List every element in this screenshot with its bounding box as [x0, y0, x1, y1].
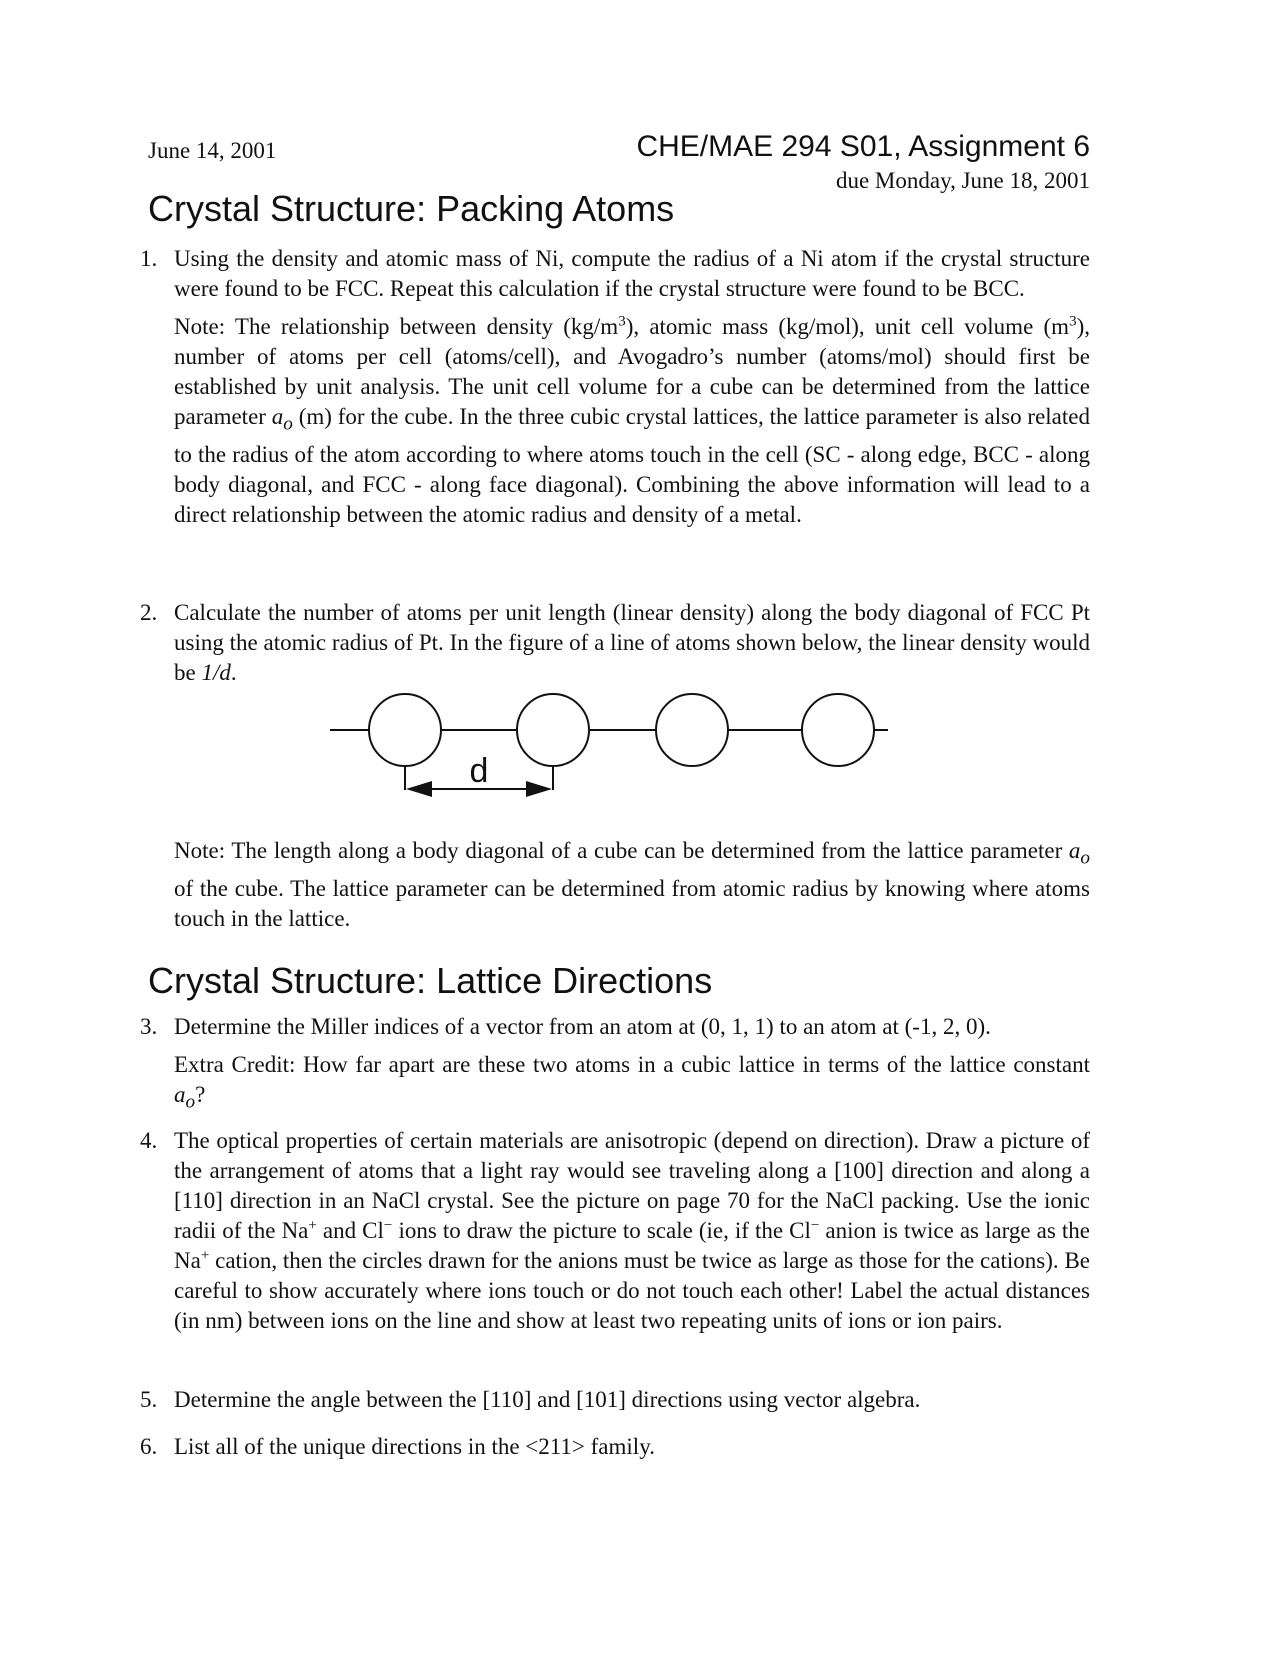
- question-5: [140, 1385, 1090, 1415]
- lattice-parameter-symbol: $a_o$: [271, 404, 293, 435]
- question-note: Note: The relationship between density $(kg/m^3)$, atomic mass (kg/mol), unit cell volume $(m^3)$, number of atoms per cell (atoms/cell), and Avogadro’s number (atoms/mol) should first be established by unit analysis. The unit cell volume for a cube can be determined from the lattice parameter $a_o$ (m) for the cube. In the three cubic crystal lattices, the lattice parameter is also related to the radius of the atom according to where atoms touch in the cell (SC - along edge, BCC - along body diagonal, and FCC - along face diagonal). Combining the above information will lead to a direct relationship between the atomic radius and density of a metal.: [174, 313, 1090, 527]
- question-text: Determine the Miller indices of a vector from an atom at (0, 1, 1) to an atom at (-1, 2, 0).: [174, 1014, 991, 1039]
- dimension-label: d: [469, 752, 489, 790]
- superscript: −: [383, 1217, 393, 1234]
- atom-circle: [802, 694, 874, 766]
- question-number: 4.: [140, 1128, 158, 1153]
- question-number: 2.: [140, 600, 158, 625]
- atom-circle: [517, 694, 589, 766]
- superscript: −: [810, 1217, 820, 1234]
- dimension-arrow-right: [526, 781, 552, 797]
- question-2: [140, 598, 1090, 688]
- question-1: [140, 244, 1090, 530]
- question-text: List all of the unique directions in the <211> family.: [174, 1434, 655, 1459]
- question-text: The optical properties of certain materials are anisotropic (depend on direction). Draw a picture of the arrangement of atoms that a light ray would see traveling along a [100] direction and along a [110] direction in an NaCl crystal. See the picture on page 70 for the NaCl packing. Use the ionic radii of the Na+ and Cl− ions to draw the picture to scale (ie, if the Cl− anion is twice as large as the Na+ cation, then the circles drawn for the anions must be twice as large as those for the cations). Be careful to show accurately where ions touch or do not touch each other! Label the actual distances (in nm) between ions on the line and show at least two repeating units of ions or ion pairs.: [174, 1128, 1090, 1333]
- question-number: 6.: [140, 1434, 158, 1459]
- question-4: [140, 1126, 1090, 1336]
- atom-circle: [369, 694, 441, 766]
- superscript: +: [308, 1217, 317, 1234]
- question-6: [140, 1432, 1090, 1462]
- header-date: June 14, 2001: [148, 138, 277, 163]
- lattice-constant-symbol: $a_o$: [174, 1082, 196, 1113]
- question-number: 3.: [140, 1014, 158, 1039]
- section-title-packing-atoms: Crystal Structure: Packing Atoms: [148, 188, 675, 229]
- header-due-date: due Monday, June 18, 2001: [835, 168, 1090, 193]
- superscript: 3: [618, 313, 626, 330]
- superscript: +: [200, 1247, 210, 1264]
- question-text: Calculate the number of atoms per unit length (linear density) along the body diagonal of FCC Pt using the atomic radius of Pt. In the figure of a line of atoms shown below, the linear density would be 1/d.: [174, 600, 1090, 685]
- lattice-parameter-symbol: $a_o$: [1068, 838, 1090, 869]
- question-2-note: Note: The length along a body diagonal of a cube can be determined from the lattice parameter $a_o$ of the cube. The lattice parameter can be determined from atomic radius by knowing where atoms touch in the lattice.: [174, 838, 1090, 931]
- atom-line-diagram: [320, 690, 940, 830]
- math-expression: 1/d: [201, 660, 231, 685]
- question-3: [140, 1012, 1090, 1118]
- question-number: 5.: [140, 1387, 158, 1412]
- question-text: Determine the angle between the [110] and [101] directions using vector algebra.: [174, 1387, 921, 1412]
- question-text: Using the density and atomic mass of Ni, compute the radius of a Ni atom if the crystal structure were found to be FCC. Repeat this calculation if the crystal structure were found to be BCC.: [174, 246, 1090, 301]
- header-course-title: CHE/MAE 294 S01, Assignment 6: [636, 130, 1090, 163]
- superscript: 3: [1069, 313, 1077, 330]
- extra-credit-text: Extra Credit: How far apart are these two atoms in a cubic lattice in terms of the lattice constant $a_o$?: [174, 1052, 1090, 1113]
- section-title-lattice-directions: Crystal Structure: Lattice Directions: [148, 960, 713, 1001]
- dimension-arrow-left: [406, 781, 432, 797]
- question-number: 1.: [140, 246, 158, 271]
- atom-circle: [656, 694, 728, 766]
